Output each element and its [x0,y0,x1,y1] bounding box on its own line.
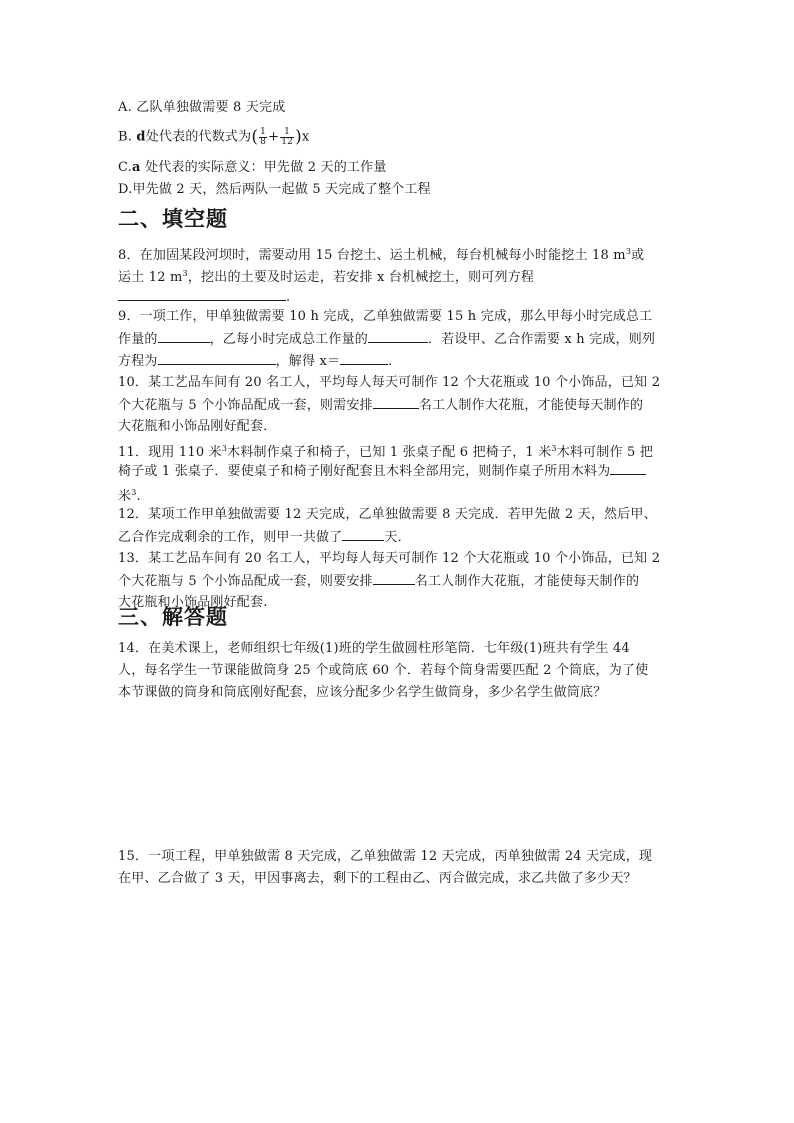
q9-text-3a: 方程为 [118,354,158,369]
fraction-1-numerator: 1 [260,126,267,137]
q8-answer-blank[interactable] [118,286,286,301]
q12-line-2 [118,526,411,549]
q15-line-1: 15．一项工程，甲单独做需 8 天完成，乙单独做需 12 天完成，丙单独做需 24 天完成，现 [118,849,653,864]
q8-text-1-tail: 或 [631,248,645,263]
q9-text-3b: ，解得 x＝ [275,354,341,369]
q8-text-3-tail: . [286,290,291,305]
q11-sup-3: 3 [131,488,137,497]
q10-line-2 [118,394,643,417]
open-paren: ( [251,127,259,147]
q12-text-2b: 天． [384,530,411,545]
q12-text-2a: 乙合作完成剩余的工作，则甲一共做了 [118,530,343,545]
q14-line-1: 14．在美术课上，老师组织七年级(1)班的学生做圆柱形笔筒．七年级(1)班共有学生 44 [118,641,630,656]
option-c-text: 处代表的实际意义：甲先做 2 天的工作量 [140,160,387,175]
q11-line-2 [118,460,646,483]
q9-text-2a: 作量的 [118,332,158,347]
q10-line-3: 大花瓶和小饰品刚好配套． [118,419,277,434]
q9-line-1: 9．一项工作，甲单独做需要 10 h 完成，乙单独做需要 15 h 完成，那么甲每小时完成总工 [118,309,653,324]
q10-blank[interactable] [373,394,419,409]
q9-blank-1[interactable] [158,328,210,343]
close-paren: ) [295,127,302,147]
option-c-marker: a [132,160,141,175]
q10-text-2b: 名工人制作大花瓶，才能使每天制作的 [418,398,644,413]
q10-text-2a: 个大花瓶与 5 个小饰品配成一套，则需安排 [118,398,373,413]
q11-text-1b: 木料制作桌子和椅子，已知 1 张桌子配 6 把椅子，1 米 [227,445,552,460]
section-heading-fill-in: 二、填空题 [118,207,228,231]
option-b [118,125,309,150]
fraction-1-8 [259,128,267,147]
q14-line-2: 人，每名学生一节课能做筒身 25 个或筒底 60 个．若每个筒身需要匹配 2 个筒底，为了使 [118,663,649,678]
fraction-2-numerator: 1 [280,128,294,138]
q15-line-2: 在甲、乙合做了 3 天，甲因事离去，剩下的工程由乙、丙合做完成，求乙共做了多少天？ [118,871,637,886]
q14-line-3: 本节课做的筒身和筒底刚好配套，应该分配多少名学生做筒身，多少名学生做筒底？ [118,685,607,700]
q13-line-2 [118,570,639,593]
q8-text-1: 8．在加固某段河坝时，需要动用 15 台挖土、运土机械，每台机械每小时能挖土 18 m [118,248,626,263]
q9-blank-3[interactable] [158,350,276,365]
q9-line-3 [118,350,401,373]
q11-text-3b: . [136,489,141,504]
q11-blank[interactable] [610,460,646,475]
option-b-text: 处代表的代数式为 [145,129,252,145]
q8-text-2b: ，挖出的土要及时运走，若安排 x 台机械挖土，则可列方程 [187,270,535,285]
q8-text-2a: 运土 12 m [118,270,183,285]
option-c-prefix: C. [118,160,133,175]
q8-sup-2: 3 [182,269,188,278]
q13-line-3: 大花瓶和小饰品刚好配套. [118,595,268,610]
q12-line-1: 12．某项工作甲单独做需要 12 天完成，乙单独做需要 8 天完成．若甲先做 2 天，然后甲、 [118,507,657,522]
q8-sup-1: 3 [625,247,632,256]
q12-blank[interactable] [342,526,384,541]
q11-sup-1: 3 [221,444,228,453]
fraction-2-denominator: 12 [281,136,294,147]
q9-text-2c: ．若设甲、乙合作需要 x h 完成，则列 [428,332,656,347]
q9-blank-4[interactable] [340,350,388,365]
q10-line-1: 10．某工艺品车间有 20 名工人，平均每人每天可制作 12 个大花瓶或 10 个小饰品，已知 2 [118,375,661,390]
q9-blank-2[interactable] [368,328,428,343]
q9-line-2 [118,328,655,351]
q11-sup-2: 3 [551,444,557,453]
q13-blank[interactable] [373,570,415,585]
q11-text-1a: 11．现用 110 米 [118,445,222,460]
q13-text-2b: 名工人制作大花瓶，才能使每天制作的 [414,574,640,589]
q11-text-3a: 米 [118,489,132,504]
q11-text-1c: 木料可制作 5 把 [556,445,654,460]
q9-text-2b: ，乙每小时完成总工作量的 [209,332,369,347]
fraction-1-denominator: 8 [260,136,267,147]
q13-text-2a: 个大花瓶与 5 个小饰品配成一套，则要安排 [118,574,373,589]
q13-line-1: 13．某工艺品车间有 20 名工人，平均每人每天可制作 12 个大花瓶或 10 个小饰品，已知 2 [118,551,661,566]
plus-sign: + [268,129,280,145]
section-heading-answer: 三、解答题 [118,605,228,629]
option-a: A. 乙队单独做需要 8 天完成 [118,100,286,115]
option-b-variable: x [301,129,310,145]
option-c [118,157,387,179]
option-b-prefix: B. [118,129,137,145]
option-d: D.甲先做 2 天，然后两队一起做 5 天完成了整个工程 [118,182,431,197]
q9-text-3c: ． [388,354,402,369]
option-b-marker: d [136,129,146,145]
q11-text-2: 椅子或 1 张桌子．要使桌子和椅子刚好配套且木料全部用完，则制作桌子所用木料为 [118,464,611,479]
fraction-1-12 [280,128,294,147]
